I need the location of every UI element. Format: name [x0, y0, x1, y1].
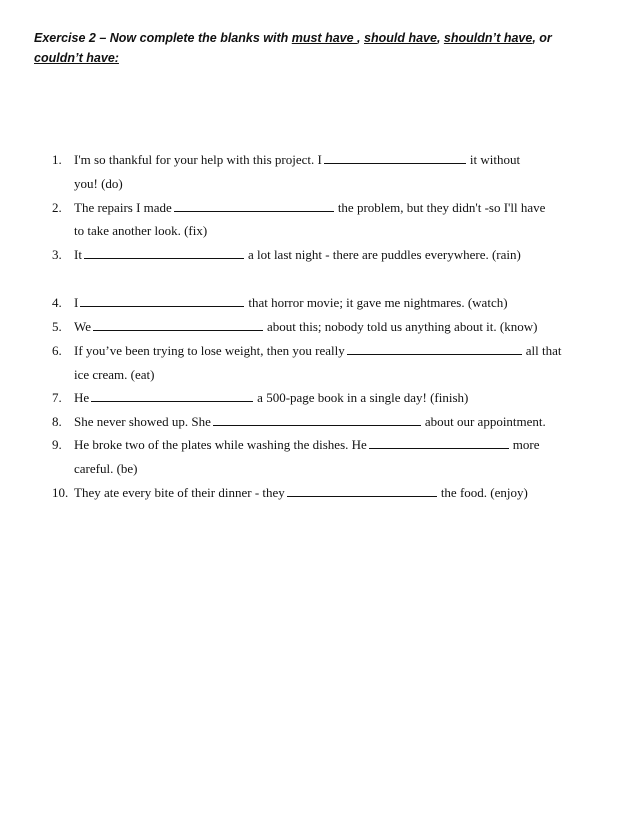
answer-blank[interactable] — [80, 294, 244, 307]
answer-blank[interactable] — [287, 484, 437, 497]
title-prefix: Exercise 2 – Now complete the blanks with — [34, 31, 292, 45]
title-separator: , — [436, 31, 444, 45]
answer-blank[interactable] — [324, 151, 466, 164]
question-1-continuation: you! (do) — [74, 176, 123, 191]
question-text-before: She never showed up. She — [74, 414, 211, 429]
question-9 — [52, 436, 540, 453]
question-text-after: a 500-page book in a single day! (finish) — [257, 390, 469, 405]
question-text-after: all that — [525, 343, 562, 358]
question-text-before: He — [74, 390, 90, 405]
question-5 — [52, 318, 537, 335]
question-10 — [52, 484, 528, 501]
question-9-continuation: careful. (be) — [74, 461, 138, 476]
question-2-continuation: to take another look. (fix) — [74, 223, 208, 238]
question-number: 10. — [52, 485, 69, 500]
question-6 — [52, 342, 562, 359]
option-must-have: must have — [291, 31, 358, 45]
question-6-continuation: ice cream. (eat) — [74, 367, 155, 382]
question-number: 9. — [52, 437, 62, 452]
title-separator: , — [357, 31, 364, 45]
question-text-after: that horror movie; it gave me nightmares. (watch) — [248, 295, 508, 310]
question-4 — [52, 294, 508, 311]
question-text-before: The repairs I made — [74, 200, 172, 215]
answer-blank[interactable] — [84, 246, 244, 259]
option-shouldnt-have: shouldn’t have — [443, 31, 533, 45]
question-text-before: They ate every bite of their dinner - they — [74, 485, 285, 500]
question-text-before: We — [74, 319, 91, 334]
question-text-before: He broke two of the plates while washing the dishes. He — [74, 437, 367, 452]
answer-blank[interactable] — [93, 318, 263, 331]
answer-blank[interactable] — [347, 342, 522, 355]
question-text-after: about this; nobody told us anything about it. (know) — [267, 319, 538, 334]
question-number: 5. — [52, 319, 62, 334]
question-text-before: If you’ve been trying to lose weight, then you really — [74, 343, 345, 358]
question-text-before: It — [74, 247, 82, 262]
question-number: 4. — [52, 295, 62, 310]
question-7 — [52, 389, 468, 406]
question-text-after: it without — [469, 152, 521, 167]
question-number: 6. — [52, 343, 62, 358]
question-3 — [52, 246, 521, 263]
answer-blank[interactable] — [213, 413, 421, 426]
exercise-title — [34, 28, 604, 68]
option-should-have: should have — [364, 31, 437, 45]
question-2 — [52, 199, 545, 216]
title-separator: , or — [532, 31, 552, 45]
question-number: 8. — [52, 414, 62, 429]
question-number: 3. — [52, 247, 62, 262]
question-text-before: I — [74, 295, 79, 310]
question-number: 1. — [52, 152, 62, 167]
question-text-after: more — [512, 437, 540, 452]
answer-blank[interactable] — [174, 199, 334, 212]
question-number: 7. — [52, 390, 62, 405]
question-1 — [52, 151, 520, 168]
question-text-after: about our appointment. — [424, 414, 546, 429]
question-text-before: I'm so thankful for your help with this project. I — [74, 152, 322, 167]
option-couldnt-have: couldn’t have: — [34, 51, 119, 65]
question-text-after: the food. (enjoy) — [440, 485, 528, 500]
question-number: 2. — [52, 200, 62, 215]
question-text-after: the problem, but they didn't -so I'll have — [337, 200, 546, 215]
answer-blank[interactable] — [369, 436, 509, 449]
answer-blank[interactable] — [91, 389, 253, 402]
question-text-after: a lot last night - there are puddles everywhere. (rain) — [247, 247, 521, 262]
question-8 — [52, 413, 546, 430]
